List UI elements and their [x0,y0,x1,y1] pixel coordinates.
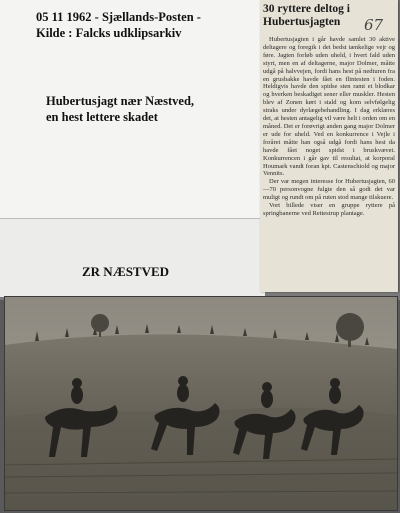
clipping-title-line-1: 30 ryttere deltog i [263,3,350,15]
clipping-body [263,36,395,218]
archive-line: Kilde : Falcks udklipsarkiv [36,26,182,40]
clipping-paragraph: Der var megen interesse for Hubertusjagten, 60—70 personvogne fulgte den så godt det var muligt og rundt om på ruten stod mange tilskuere. [263,178,395,202]
hunt-photo-illustration [5,297,397,510]
heading-line-2: en hest lettere skadet [46,110,158,124]
caption-sheet [0,0,262,220]
clipping-title-line-2: Hubertusjagten [263,16,341,28]
newspaper-clipping [260,0,398,292]
hunt-photo [4,296,398,511]
handwritten-number: 67 [364,16,384,34]
clipping-paragraph: Vort billede viser en gruppe ryttere på springbanerne ved Rettestrup plantage. [263,202,395,217]
lower-paper-sheet [0,218,265,297]
location-label: ZR NÆSTVED [82,264,170,279]
clipping-paragraph: Hubertusjagten i går havde samlet 30 aktive deltagere og foregik i det bedst tænkelige vejr og føre. Jagten forløb uden uheld, i hvert fald uden styrt, men en af deltagerne, major Dolmer, måtte udgå på halvvejen, fordi hans hest på nedturen fra en grusbakke havde fået en flintesten i foden. Heldigvis havde den spidse sten ramt et blodkar og hverken beskadiget sener eller muskler. Hesten blev af Zonen kørt i stald og kom selvfølgelig straks under dyrlægebehandling. I dag erklæres det, at hesten antagelig vil være helt i orden om en måned. Det er forøvrigt anden gang major Dolmer er ude for uheld. Ved en konkurrence i Vejle i foråret måtte han også udgå fordi hans hest da havde fået noget spidst i bruskvævet. Konkurrencen i går gav til resultat, at korporal Houmark vandt foran kpt. Castenschiold og major Vennits. [263,36,395,178]
heading-line-1: Hubertusjagt nær Næstved, [46,94,195,108]
source-line: 05 11 1962 - Sjællands-Posten - [36,10,201,24]
